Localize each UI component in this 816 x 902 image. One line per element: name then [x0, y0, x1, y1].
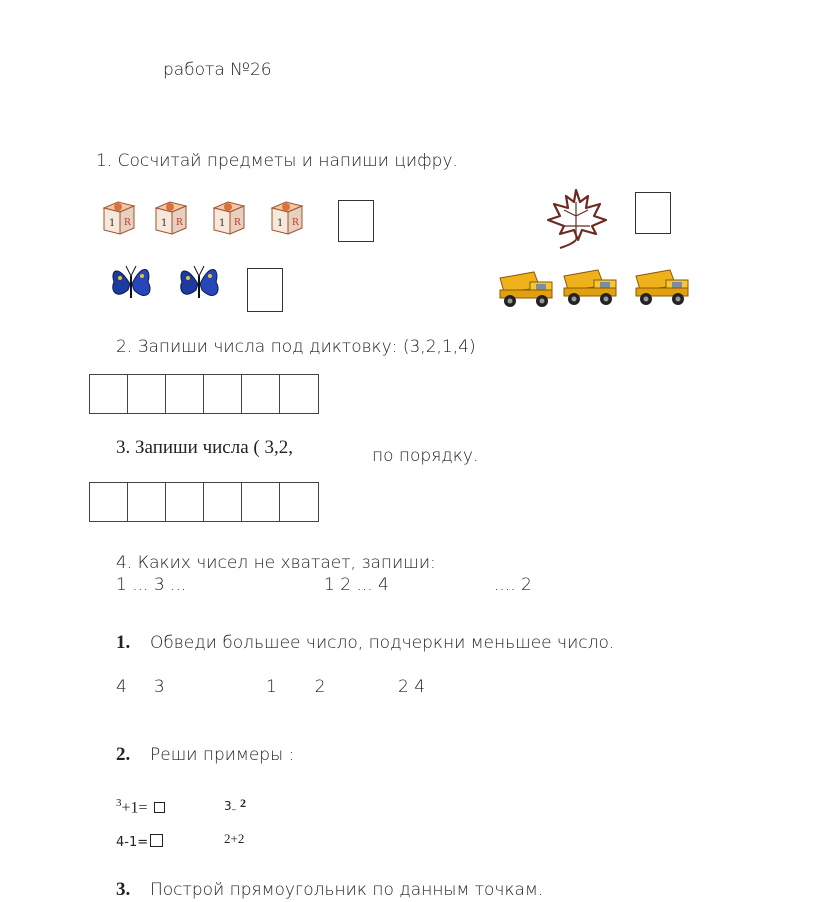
grid-cell[interactable]	[128, 375, 166, 413]
page-title: работа №26	[163, 60, 272, 80]
example-3-text: 4-1=	[116, 835, 149, 850]
grid-cell[interactable]	[242, 375, 280, 413]
answer-square[interactable]	[154, 802, 165, 813]
task5-number: 1.	[116, 632, 131, 653]
answer-box-blocks[interactable]	[338, 200, 374, 242]
alphabet-block-icon	[268, 198, 308, 242]
task7-label: Построй прямоугольник по данным точкам.	[150, 880, 544, 900]
answer-grid-order[interactable]	[89, 482, 319, 522]
alphabet-block-icon	[210, 198, 250, 242]
answer-box-butterflies[interactable]	[247, 268, 283, 312]
grid-cell[interactable]	[166, 483, 204, 521]
example-1-operand: 3	[116, 797, 122, 809]
answer-box-leaf[interactable]	[635, 192, 671, 234]
grid-cell[interactable]	[242, 483, 280, 521]
answer-grid-dictation[interactable]	[89, 374, 319, 414]
grid-cell[interactable]	[90, 483, 128, 521]
task4-label: 4. Каких чисел не хватает, запиши:	[116, 553, 436, 573]
task6-number: 2.	[116, 744, 131, 765]
example-2-operand-2: 2	[239, 796, 246, 810]
grid-cell[interactable]	[280, 375, 318, 413]
butterfly-icon	[176, 260, 224, 306]
example-2-operand: 3	[224, 799, 232, 813]
dump-truck-icon	[630, 266, 694, 308]
task7-number: 3.	[116, 879, 131, 900]
grid-cell[interactable]	[204, 483, 242, 521]
maple-leaf-icon	[542, 186, 610, 252]
dump-truck-icon	[494, 268, 558, 310]
task5-pair-2: 1 2	[266, 677, 326, 697]
example-1-rest: +1=	[121, 799, 148, 817]
alphabet-block-icon	[100, 198, 140, 242]
alphabet-block-icon	[152, 198, 192, 242]
grid-cell[interactable]	[90, 375, 128, 413]
example-2	[224, 796, 246, 815]
grid-cell[interactable]	[204, 375, 242, 413]
example-4: 2+2	[224, 831, 245, 846]
example-3	[116, 834, 163, 850]
task4-sequence-3: .... 2	[494, 575, 532, 595]
task6-label: Реши примеры :	[150, 745, 295, 765]
task3-suffix: по порядку.	[372, 446, 479, 466]
grid-cell[interactable]	[166, 375, 204, 413]
grid-cell[interactable]	[128, 483, 166, 521]
task5-pair-3: 2 4	[398, 677, 426, 697]
example-2-operator: –	[231, 805, 237, 815]
task5-pair-1: 4 3	[116, 677, 165, 697]
task3-label: 3. Запиши числа ( 3,2,	[116, 437, 293, 458]
task1-label: 1. Сосчитай предметы и напиши цифру.	[96, 151, 458, 171]
answer-square[interactable]	[150, 834, 163, 847]
task4-sequence-2: 1 2 ... 4	[324, 575, 389, 595]
butterfly-icon	[108, 260, 156, 306]
task5-label: Обведи большее число, подчеркни меньшее число.	[150, 633, 615, 653]
task2-label: 2. Запиши числа под диктовку: (3,2,1,4)	[116, 337, 476, 357]
task4-sequence-1: 1 ... 3 ...	[116, 575, 187, 595]
dump-truck-icon	[558, 266, 622, 308]
example-1	[116, 797, 165, 817]
grid-cell[interactable]	[280, 483, 318, 521]
